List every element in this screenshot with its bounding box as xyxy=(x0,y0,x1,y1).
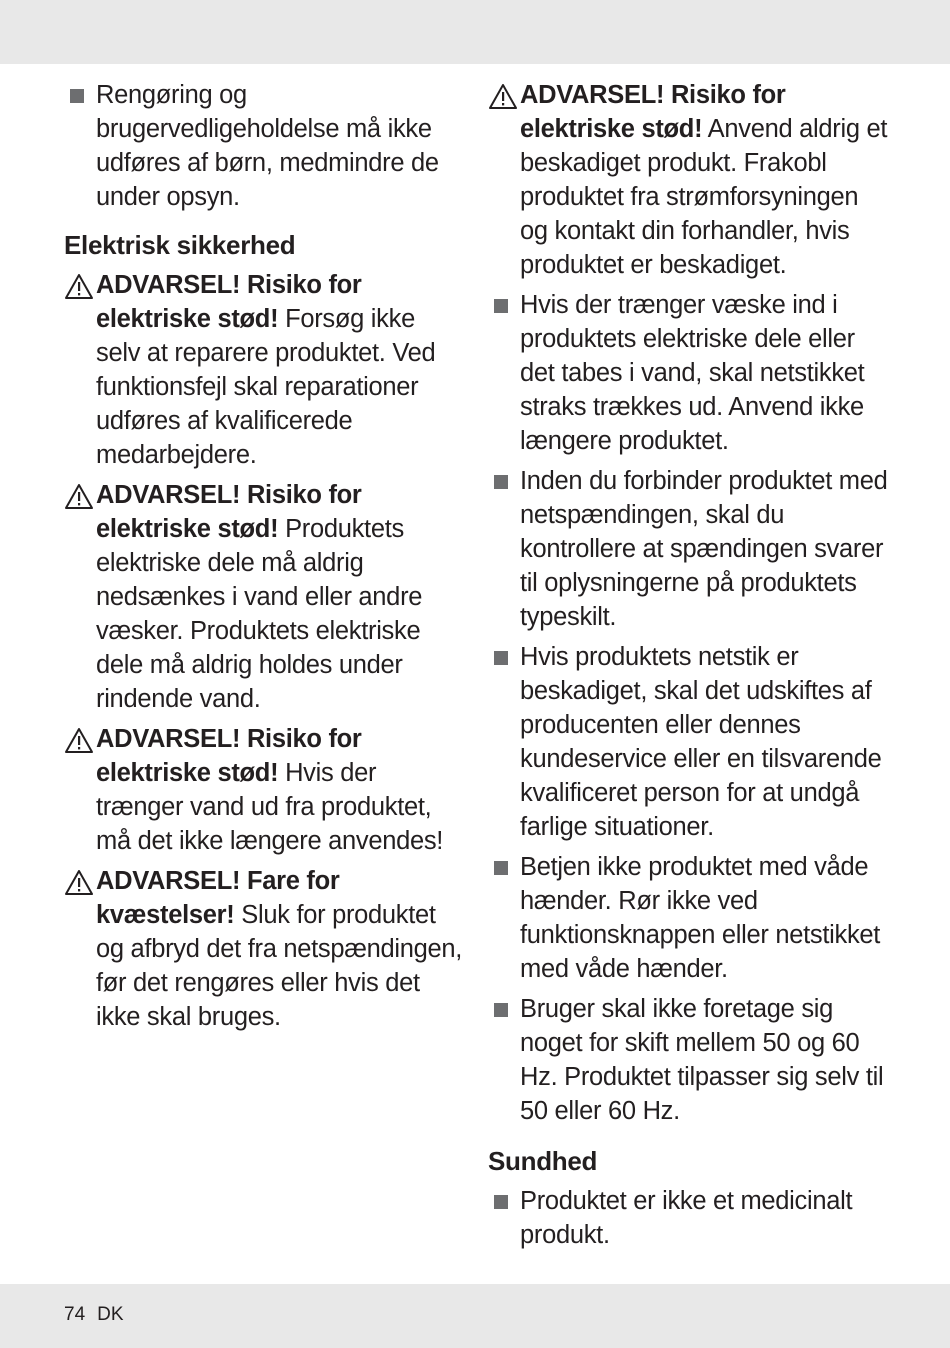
list-item-text: Betjen ikke produktet med våde hænder. Rør ikke ved funktionsknappen eller netstikket med våde hænder. xyxy=(520,853,881,983)
right-column xyxy=(488,78,888,1258)
warning-label: ADVARSEL! Risiko for elektriske stød! xyxy=(520,81,786,143)
warning-label: ADVARSEL! Fare for kvæstelser! xyxy=(96,867,340,929)
list-item-text: Produktet er ikke et medicinalt produkt. xyxy=(520,1187,853,1249)
list-item xyxy=(488,1184,888,1252)
list-item xyxy=(488,640,888,844)
left-column xyxy=(64,78,464,1040)
square-bullet-icon xyxy=(494,1003,508,1017)
warning-item xyxy=(64,722,464,858)
square-bullet-icon xyxy=(494,299,508,313)
square-bullet-icon xyxy=(494,475,508,489)
warning-item xyxy=(64,478,464,716)
warning-label: ADVARSEL! Risiko for elektriske stød! xyxy=(96,271,362,333)
page-footer xyxy=(64,1304,136,1326)
warning-triangle-icon xyxy=(64,869,94,896)
warning-item xyxy=(64,268,464,472)
warning-triangle-icon xyxy=(64,483,94,510)
warning-triangle-icon xyxy=(488,83,518,110)
warning-text: Hvis der trænger vand ud fra produktet, må det ikke længere anvendes! xyxy=(96,759,444,855)
list-item xyxy=(488,850,888,986)
warning-text: Forsøg ikke selv at reparere produktet. Ved funktionsfejl skal reparationer udføres af kvalificerede medarbejdere. xyxy=(96,305,436,469)
warning-item xyxy=(64,864,464,1034)
list-item-text: Bruger skal ikke foretage sig noget for skift mellem 50 og 60 Hz. Produktet tilpasser sig selv til 50 eller 60 Hz. xyxy=(520,995,884,1125)
section-heading-electrical-safety: Elektrisk sikkerhed xyxy=(64,230,296,260)
warning-text: Sluk for produktet og afbryd det fra netspændingen, før det rengøres eller hvis det ikke skal bruges. xyxy=(96,901,463,1031)
warning-text: Anvend aldrig et beskadiget produkt. Frakobl produktet fra strømforsyningen og kontakt din forhandler, hvis produktet er beskadiget. xyxy=(520,115,888,279)
list-item-text: Inden du forbinder produktet med netspændingen, skal du kontrollere at spændingen svarer til oplysningerne på produktets typeskilt. xyxy=(520,467,888,631)
page-number: 74 xyxy=(64,1304,86,1325)
list-item xyxy=(488,992,888,1128)
list-item xyxy=(488,288,888,458)
warning-triangle-icon xyxy=(64,273,94,300)
warning-label: ADVARSEL! Risiko for elektriske stød! xyxy=(96,481,362,543)
square-bullet-icon xyxy=(70,89,84,103)
footer-band xyxy=(0,1284,950,1348)
list-item-text: Hvis der trænger væske ind i produktets elektriske dele eller det tabes i vand, skal netstikket straks trækkes ud. Anvend ikke længere produktet. xyxy=(520,291,865,455)
list-item xyxy=(488,464,888,634)
warning-triangle-icon xyxy=(64,727,94,754)
warning-label: ADVARSEL! Risiko for elektriske stød! xyxy=(96,725,362,787)
list-item xyxy=(64,78,464,214)
warning-item xyxy=(488,78,888,282)
square-bullet-icon xyxy=(494,861,508,875)
square-bullet-icon xyxy=(494,651,508,665)
header-band xyxy=(0,0,950,64)
warning-text: Produktets elektriske dele må aldrig nedsænkes i vand eller andre væsker. Produktets elektriske dele må aldrig holdes under rindende vand. xyxy=(96,515,423,713)
list-item-text: Hvis produktets netstik er beskadiget, skal det udskiftes af producenten eller dennes kundeservice eller en tilsvarende kvalificeret person for at undgå farlige situationer. xyxy=(520,643,882,841)
list-item-text: Rengøring og brugervedligeholdelse må ikke udføres af børn, medmindre de under opsyn. xyxy=(96,81,439,211)
section-heading-health: Sundhed xyxy=(488,1146,598,1176)
language-code: DK xyxy=(97,1304,124,1325)
square-bullet-icon xyxy=(494,1195,508,1209)
